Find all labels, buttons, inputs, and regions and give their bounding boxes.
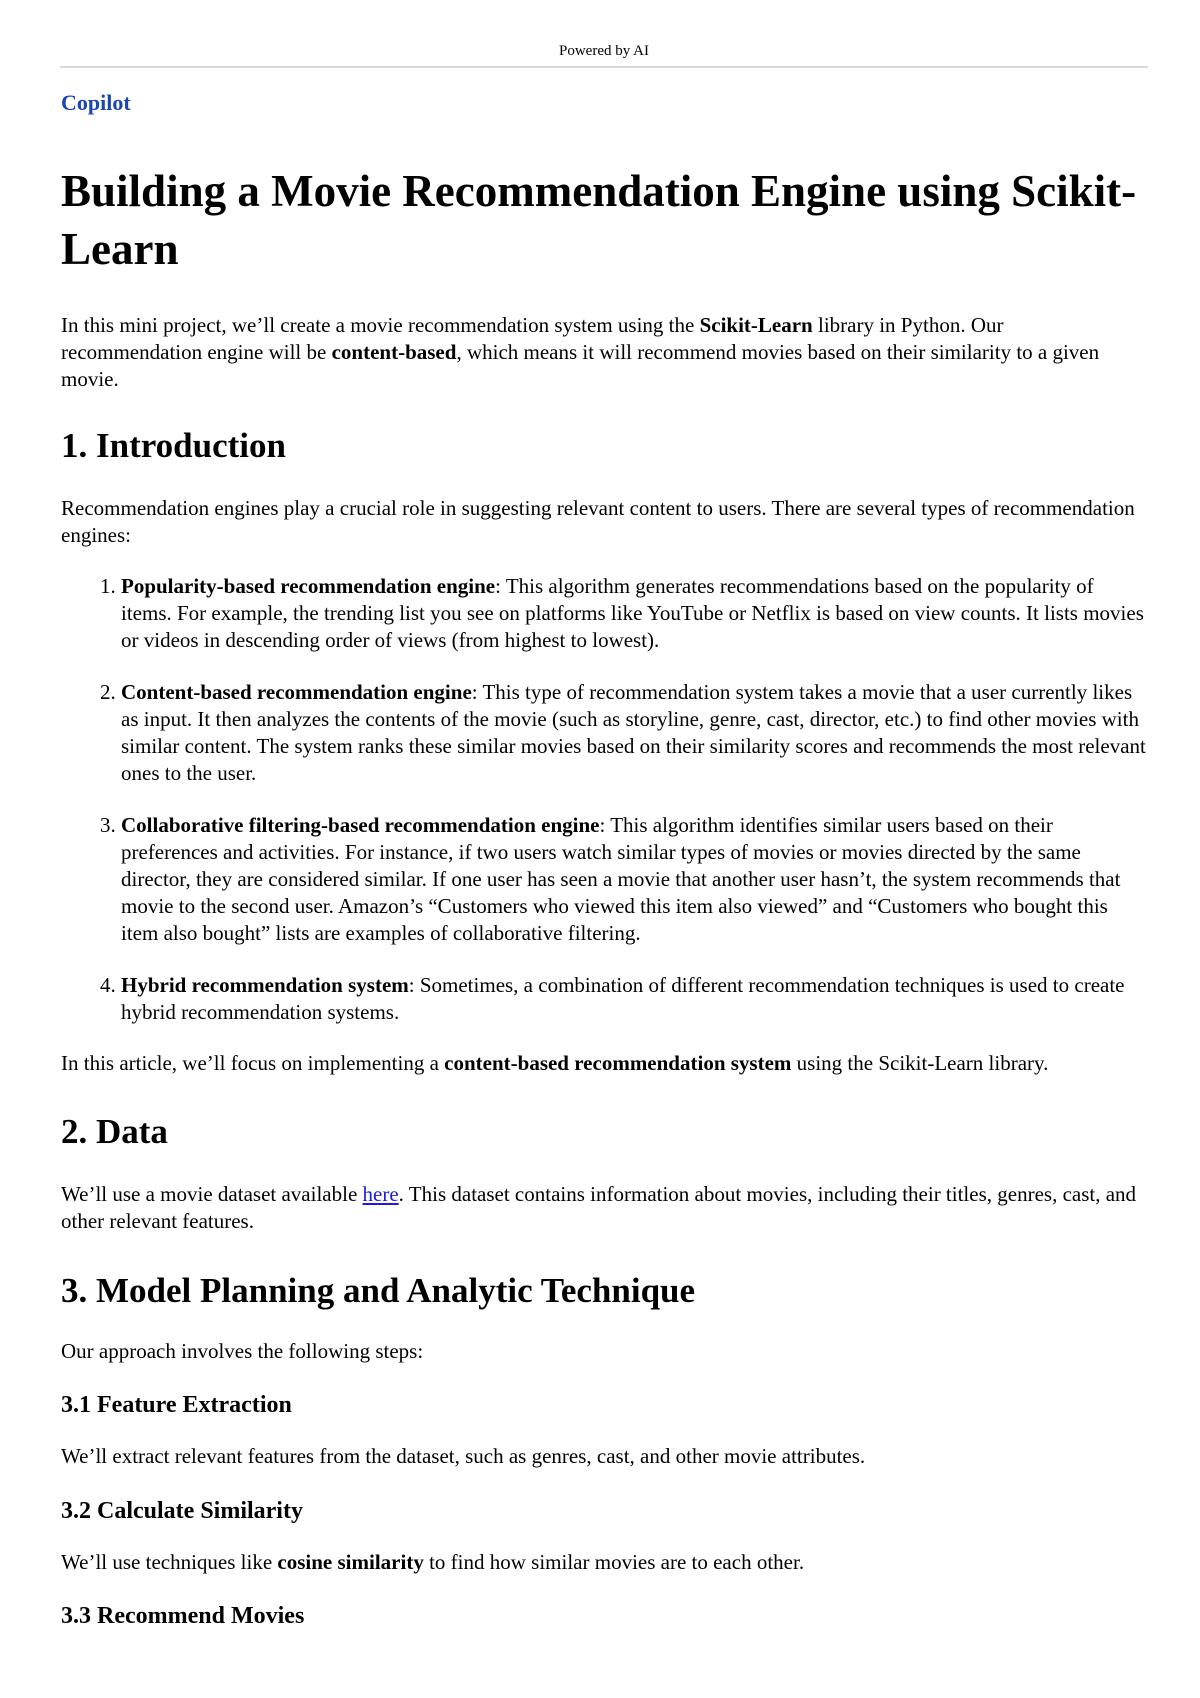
- feature-extraction-paragraph: We’ll extract relevant features from the dataset, such as genres, cast, and other movie attributes.: [61, 1444, 866, 1468]
- list-item: 2. Content-based recommendation engine: This type of recommendation system takes a movie that a user currently likes as input. It then analyzes the contents of the movie (such as storyline, genre, cast, director, etc.) to find other movies with similar content. The system ranks these similar movies based on their similarity scores and recommends the most relevant ones to the user.: [121, 679, 1149, 787]
- intro-paragraph: In this mini project, we’ll create a movie recommendation system using the Scikit-Learn library in Python. Our recommendation engine will be content-based, which means it will recommend movies based on their similarity to a given movie.: [61, 313, 1100, 391]
- introduction-paragraph: Recommendation engines play a crucial role in suggesting relevant content to users. There are several types of recommendation engines:: [61, 496, 1135, 547]
- section-heading-introduction: 1. Introduction: [61, 426, 286, 465]
- list-item: 1. Popularity-based recommendation engine: This algorithm generates recommendations based on the popularity of items. For example, the trending list you see on platforms like YouTube or Netflix is based on view counts. It lists movies or videos in descending order of views (from highest to lowest).: [121, 573, 1149, 654]
- powered-by-header: Powered by AI: [60, 40, 1148, 68]
- recommendation-types-list: [61, 573, 1149, 1026]
- subsection-heading-feature-extraction: 3.1 Feature Extraction: [61, 1392, 292, 1418]
- model-paragraph: Our approach involves the following steps:: [61, 1339, 424, 1363]
- article-body: [61, 86, 1149, 1632]
- list-item: 3. Collaborative filtering-based recommendation engine: This algorithm identifies similar users based on their preferences and activities. For instance, if two users watch similar types of movies or movies directed by the same director, they are considered similar. If one user has seen a movie that another user hasn’t, the system recommends that movie to the second user. Amazon’s “Customers who viewed this item also viewed” and “Customers who bought this item also bought” lists are examples of collaborative filtering.: [121, 812, 1149, 947]
- calculate-similarity-paragraph: We’ll use techniques like cosine similarity to find how similar movies are to each other.: [61, 1550, 805, 1574]
- focus-paragraph: In this article, we’ll focus on implementing a content-based recommendation system using the Scikit-Learn library.: [61, 1051, 1049, 1075]
- article-title: Building a Movie Recommendation Engine using Scikit-Learn: [61, 166, 1137, 274]
- subsection-heading-recommend-movies: 3.3 Recommend Movies: [61, 1603, 305, 1629]
- data-paragraph: We’ll use a movie dataset available here. This dataset contains information about movies, including their titles, genres, cast, and other relevant features.: [61, 1182, 1137, 1233]
- copilot-brand-link[interactable]: Copilot: [61, 90, 131, 115]
- section-heading-model-planning: 3. Model Planning and Analytic Technique: [61, 1271, 696, 1310]
- list-item: 4. Hybrid recommendation system: Sometimes, a combination of different recommendation techniques is used to create hybrid recommendation systems.: [121, 972, 1149, 1026]
- section-heading-data: 2. Data: [61, 1112, 168, 1151]
- subsection-heading-calculate-similarity: 3.2 Calculate Similarity: [61, 1498, 303, 1524]
- dataset-link[interactable]: here: [362, 1182, 399, 1206]
